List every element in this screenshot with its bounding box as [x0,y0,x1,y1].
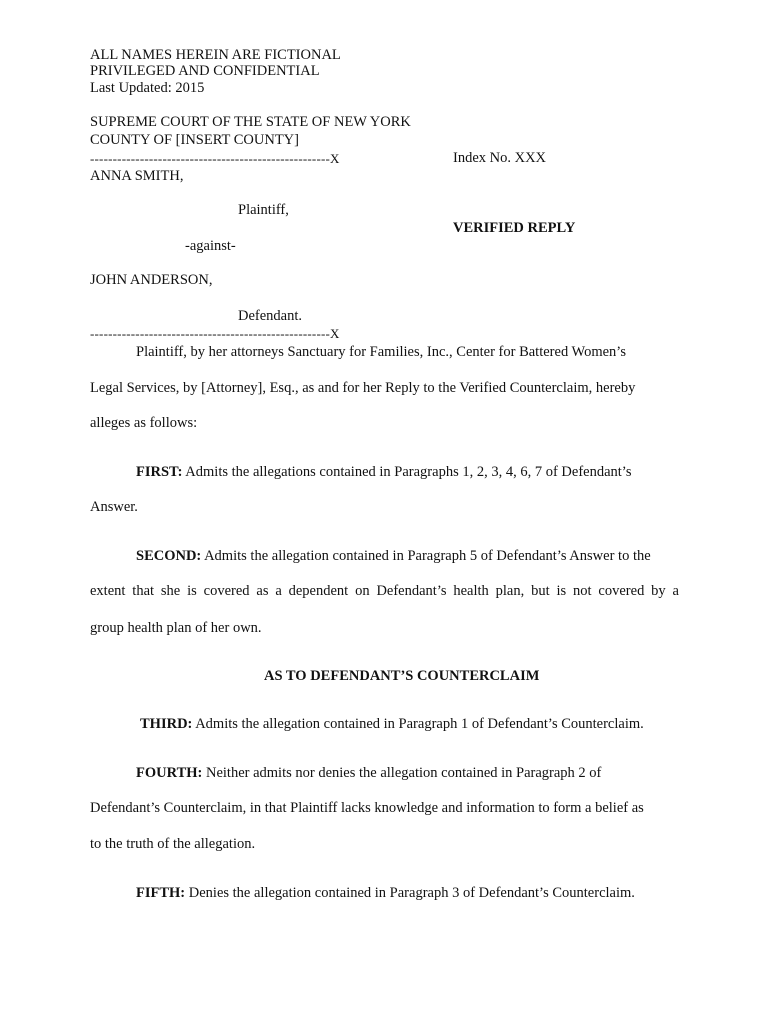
paragraph-fifth-text: Denies the allegation contained in Paragraph 3 of Defendant’s Counterclaim. [185,885,635,901]
document-title: VERIFIED REPLY [453,220,576,236]
defendant-name: JOHN ANDERSON, [90,272,213,288]
paragraph-third-label: THIRD: [140,716,193,732]
plaintiff-name: ANNA SMITH, [90,168,184,184]
against-label: -against- [185,238,236,254]
plaintiff-role: Plaintiff, [238,202,289,218]
county-name: COUNTY OF [INSERT COUNTY] [90,132,299,148]
intro-line-3: alleges as follows: [90,415,198,431]
paragraph-third-line-1 [140,716,644,733]
paragraph-third-text: Admits the allegation contained in Paragraph 1 of Defendant’s Counterclaim. [192,716,644,732]
paragraph-second-text: Admits the allegation contained in Paragraph 5 of Defendant’s Answer to the [201,548,651,564]
paragraph-fifth-label: FIFTH: [136,885,186,901]
caption-divider-top: -----------------------------------------------------X [90,151,340,166]
paragraph-first-label: FIRST: [136,464,183,480]
caption-divider-bottom: -----------------------------------------------------X [90,326,340,341]
paragraph-second-label: SECOND: [136,548,202,564]
paragraph-second-line-2: extent that she is covered as a dependent on Defendant’s health plan, but is not covered by a [90,583,679,599]
paragraph-fourth-label: FOURTH: [136,765,203,781]
paragraph-fourth-line-1 [136,765,601,782]
fictional-notice: ALL NAMES HEREIN ARE FICTIONAL [90,47,341,63]
defendant-role: Defendant. [238,308,303,324]
paragraph-first-line-2: Answer. [90,499,138,515]
court-name: SUPREME COURT OF THE STATE OF NEW YORK [90,114,411,130]
paragraph-fourth-line-2: Defendant’s Counterclaim, in that Plaintiff lacks knowledge and information to form a belief as [90,800,644,816]
paragraph-second-line-1 [136,548,651,565]
paragraph-first-text: Admits the allegations contained in Paragraphs 1, 2, 3, 4, 6, 7 of Defendant’s [182,464,632,480]
index-number: Index No. XXX [453,150,547,166]
paragraph-second-line-3: group health plan of her own. [90,620,262,636]
paragraph-fourth-line-3: to the truth of the allegation. [90,836,256,852]
confidential-notice: PRIVILEGED AND CONFIDENTIAL [90,63,320,79]
intro-line-1: Plaintiff, by her attorneys Sanctuary for Families, Inc., Center for Battered Women’s [136,344,626,360]
paragraph-fourth-text: Neither admits nor denies the allegation contained in Paragraph 2 of [202,765,602,781]
paragraph-first-line-1 [136,464,631,481]
paragraph-fifth-line-1 [136,885,635,902]
counterclaim-heading: AS TO DEFENDANT’S COUNTERCLAIM [264,668,540,684]
intro-line-2: Legal Services, by [Attorney], Esq., as and for her Reply to the Verified Counterclaim, hereby [90,380,636,396]
last-updated: Last Updated: 2015 [90,80,205,96]
